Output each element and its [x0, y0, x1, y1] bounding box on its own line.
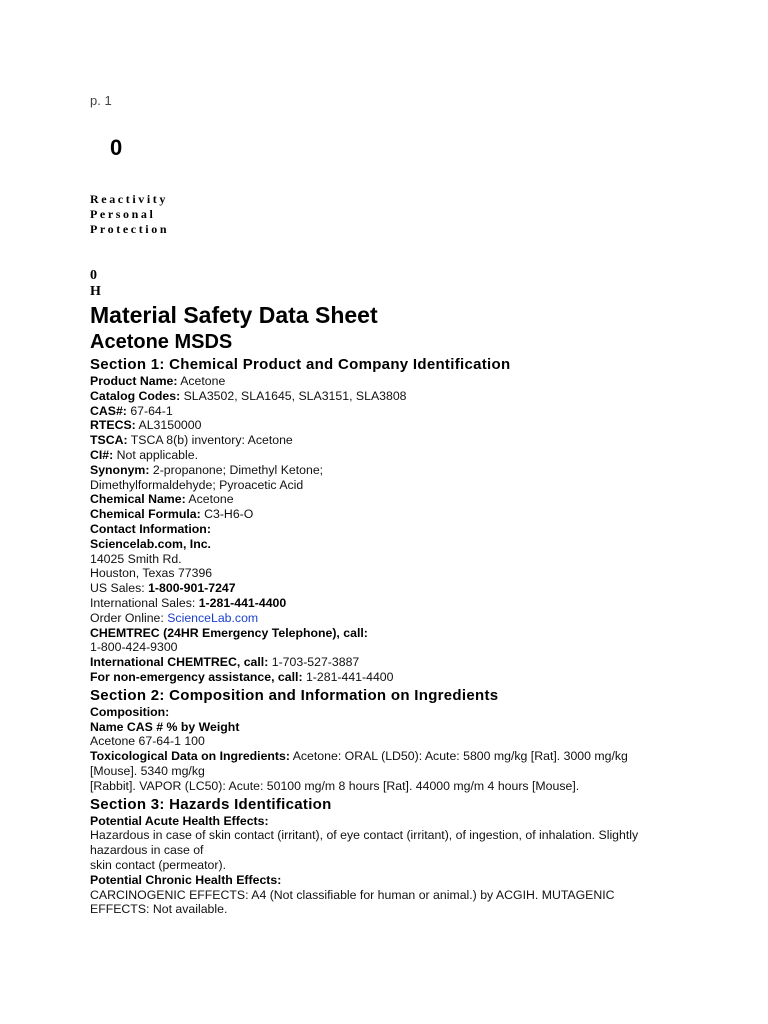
synonym-value: 2-propanone; Dimethyl Ketone; — [149, 462, 324, 477]
rtecs-line — [90, 418, 710, 433]
acute-effects-line-2: hazardous in case of — [90, 843, 204, 858]
toxicological-data-continuation-2: [Rabbit]. VAPOR (LC50): Acute: 50100 mg/m 8 hours [Rat]. 44000 mg/m 4 hours [Mouse]. — [90, 778, 580, 793]
rating-value-h: H — [90, 284, 101, 299]
acute-effects-line-1: Hazardous in case of skin contact (irritant), of eye contact (irritant), of ingestion, of inhalation. Slightly — [90, 828, 639, 843]
rtecs-value: AL3150000 — [135, 418, 202, 433]
hazard-label-protection: Protection — [90, 222, 170, 236]
non-emergency-label: For non-emergency assistance, call: — [90, 669, 303, 684]
product-name-line — [90, 374, 710, 389]
composition-table-row: Acetone 67-64-1 100 — [90, 734, 205, 749]
section-1-heading: Section 1: Chemical Product and Company Identification — [90, 356, 511, 373]
toxicological-data-label: Toxicological Data on Ingredients: — [90, 749, 290, 764]
synonym-line — [90, 463, 710, 478]
cas-line — [90, 404, 710, 419]
non-emergency-line — [90, 670, 710, 685]
order-online-label: Order Online: — [90, 610, 168, 625]
intl-sales-number: 1-281-441-4400 — [198, 595, 287, 610]
tsca-label: TSCA: — [90, 433, 128, 448]
section-3-heading: Section 3: Hazards Identification — [90, 795, 332, 813]
hazard-labels — [90, 192, 169, 237]
toxicological-data-value: Acetone: ORAL (LD50): Acute: 5800 mg/kg [Rat]. 3000 mg/kg — [289, 749, 628, 764]
us-sales-line — [90, 581, 710, 596]
address-line-1: 14025 Smith Rd. — [90, 551, 182, 566]
synonym-label: Synonym: — [90, 462, 150, 477]
chemtrec-label: CHEMTREC (24HR Emergency Telephone), call: — [90, 625, 368, 640]
contact-information-label: Contact Information: — [90, 521, 211, 536]
ci-label: CI#: — [90, 447, 114, 462]
toxicological-data-line — [90, 749, 710, 764]
catalog-codes-value: SLA3502, SLA1645, SLA3151, SLA3808 — [180, 388, 407, 403]
document-body — [90, 300, 710, 917]
intl-chemtrec-number: 1-703-527-3887 — [268, 655, 360, 670]
chemical-name-value: Acetone — [185, 492, 234, 507]
order-online-line — [90, 611, 710, 626]
composition-label: Composition: — [90, 704, 170, 719]
company-name: Sciencelab.com, Inc. — [90, 536, 211, 551]
rating-block — [90, 268, 101, 300]
chronic-effects-line-1: CARCINOGENIC EFFECTS: A4 (Not classifiable for human or animal.) by ACGIH. MUTAGENIC — [90, 887, 615, 902]
us-sales-label: US Sales: — [90, 581, 149, 596]
intl-chemtrec-line — [90, 655, 710, 670]
us-sales-number: 1-800-901-7247 — [148, 581, 236, 596]
acute-effects-line-3: skin contact (permeator). — [90, 857, 226, 872]
rating-value-zero: 0 — [90, 268, 97, 283]
toxicological-data-continuation-1: [Mouse]. 5340 mg/kg — [90, 763, 205, 778]
tsca-line — [90, 433, 710, 448]
chemical-formula-label: Chemical Formula: — [90, 507, 201, 522]
catalog-codes-label: Catalog Codes: — [90, 388, 181, 403]
product-name-label: Product Name: — [90, 374, 178, 388]
address-line-2: Houston, Texas 77396 — [90, 566, 213, 581]
chronic-effects-line-2: EFFECTS: Not available. — [90, 902, 228, 917]
intl-chemtrec-label: International CHEMTREC, call: — [90, 655, 269, 670]
chemical-formula-value: C3-H6-O — [200, 507, 254, 522]
hazard-label-reactivity: Reactivity — [90, 192, 168, 206]
rtecs-label: RTECS: — [90, 418, 136, 433]
product-name-value: Acetone — [177, 374, 226, 388]
synonym-continuation: Dimethylformaldehyde; Pyroacetic Acid — [90, 477, 304, 492]
chemical-name-label: Chemical Name: — [90, 492, 186, 507]
hazard-label-personal: Personal — [90, 207, 156, 221]
chronic-effects-label: Potential Chronic Health Effects: — [90, 872, 282, 887]
cas-label: CAS#: — [90, 403, 127, 418]
sciencelab-link[interactable]: ScienceLab.com — [167, 610, 259, 625]
chemtrec-number: 1-800-424-9300 — [90, 640, 178, 655]
document-title: Material Safety Data Sheet — [90, 302, 378, 328]
chemical-name-line — [90, 492, 710, 507]
acute-effects-label: Potential Acute Health Effects: — [90, 813, 269, 828]
intl-sales-line — [90, 596, 710, 611]
composition-table-header: Name CAS # % by Weight — [90, 719, 240, 734]
section-2-heading: Section 2: Composition and Information on Ingredients — [90, 686, 499, 704]
chemical-formula-line — [90, 507, 710, 522]
ci-value: Not applicable. — [113, 447, 198, 462]
intl-sales-label: International Sales: — [90, 595, 199, 610]
ci-line — [90, 448, 710, 463]
non-emergency-number: 1-281-441-4400 — [302, 669, 394, 684]
cas-value: 67-64-1 — [126, 403, 173, 418]
hazard-rating-zero: 0 — [110, 135, 123, 160]
document-subtitle: Acetone MSDS — [90, 331, 233, 353]
page-number: p. 1 — [90, 93, 112, 108]
tsca-value: TSCA 8(b) inventory: Acetone — [127, 433, 293, 448]
catalog-codes-line — [90, 389, 710, 404]
